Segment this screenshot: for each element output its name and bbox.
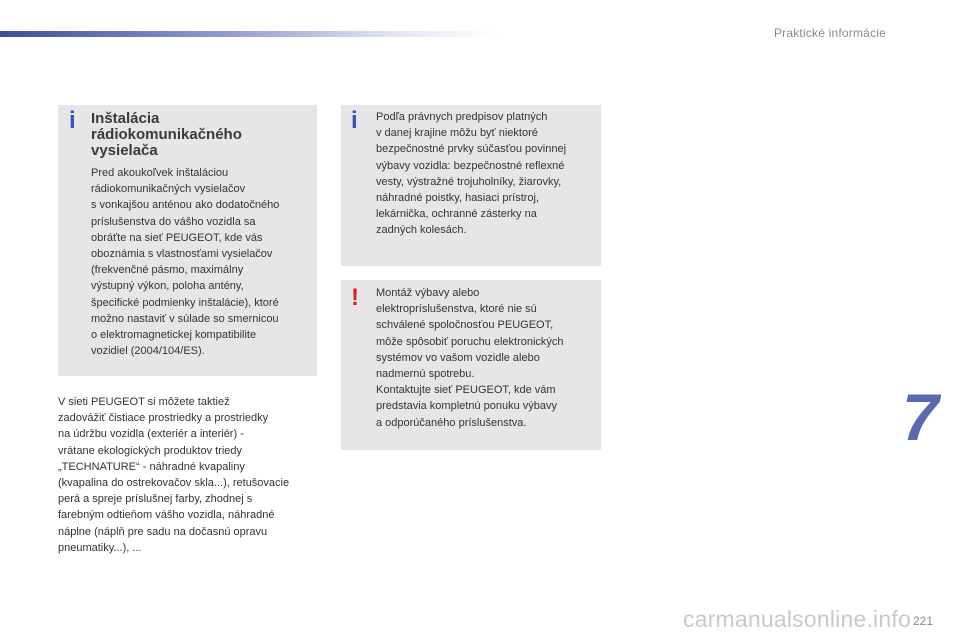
legal-text: Podľa právnych predpisov platných v danej krajine môžu byť niektoré bezpečnostné prvky súčasťou povinnej výbavy vozidla: bezpečnostné reflexné vesty, výstražné trojuholníky, žiarovky, náhradné poistky, hasiaci prístroj, lekárnička, ochranné zásterky na zadných kolesách.: [376, 111, 567, 237]
install-info-box: [58, 105, 317, 376]
warning-text: Montáž výbavy alebo elektropríslušenstva, ktoré nie sú schválené spoločnosťou PEUGEOT, môže spôsobiť poruchu elektronických systémov vo vašom vozidle alebo nadmernú spotrebu. Kontaktujte sieť PEUGEOT, kde vám predstavia kompletnú ponuku výbavy a odporúčaného príslušenstva.: [376, 287, 564, 429]
accessories-paragraph: V sieti PEUGEOT si môžete taktiež zadovážiť čistiace prostriedky a prostriedky na údržbu vozidla (exteriér a interiér) - vrátane ekologických produktov triedy „TECHNATURE“ - náhradné kvapaliny (kvapalina do ostrekovačov skla...), retušovacie perá a spreje príslušnej farby, zhodnej s farebným odtieňom vášho vozidla, náhradné náplne (náplň pre sadu na dočasnú opravu pneumatiky...), ...: [58, 396, 290, 554]
page-number: 221: [913, 614, 934, 628]
legal-info-box: [341, 105, 601, 266]
watermark: carmanualsonline.info: [683, 606, 911, 632]
chapter-number: 7: [902, 380, 939, 454]
section-title: Praktické informácie: [773, 26, 886, 40]
header-gradient-bar: [0, 31, 500, 37]
install-heading: Inštalácia rádiokomunikačného vysielača: [91, 110, 242, 159]
info-icon: i: [69, 107, 76, 134]
warning-box: [341, 280, 601, 450]
info-icon: i: [351, 107, 358, 134]
warning-icon: !: [351, 284, 359, 311]
install-text: Pred akoukoľvek inštaláciou rádiokomunikačných vysielačov s vonkajšou anténou ako dodatočného príslušenstva do vášho vozidla sa obráťte na sieť PEUGEOT, kde vás oboznámia s vlastnosťami vysielačov (frekvenčné pásmo, maximálny výstupný výkon, poloha antény, špecifické podmienky inštalácie), ktoré možno nastaviť v súlade so smernicou o elektromagnetickej kompatibilite vozidiel (2004/104/ES).: [91, 167, 280, 358]
